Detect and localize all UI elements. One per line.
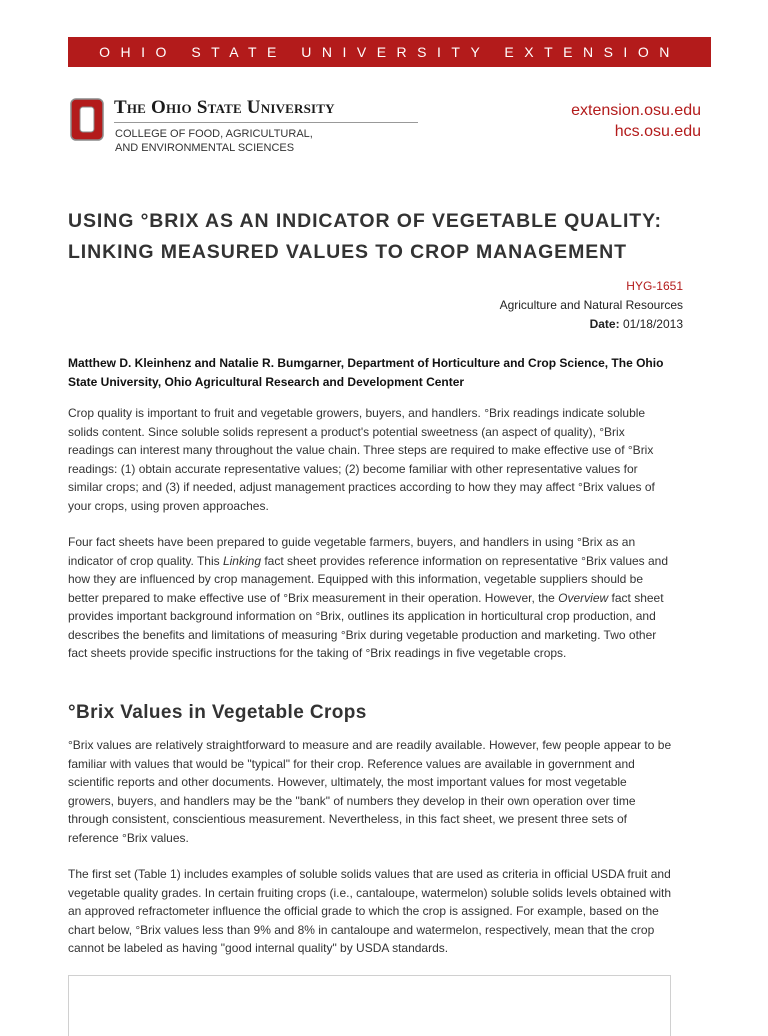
p2-part-a: Four fact sheets have been prepared to guide vegetable farmers, buyers, and handlers in using °Brix as an indicator of crop quality. This: [68, 535, 636, 568]
title-line-2: LINKING MEASURED VALUES TO CROP MANAGEMENT: [68, 241, 627, 263]
section-heading: °Brix Values in Vegetable Crops: [68, 702, 367, 723]
section-paragraph-2: The first set (Table 1) includes examples of soluble solids values that are used as criteria in official USDA fruit and vegetable quality grades. In certain fruiting crops (i.e., cantaloupe, watermelon) soluble solids levels obtained with an approved refractometer influence the official grade to which the crop is assigned. For example, based on the chart below, °Brix values less than 9% and 8% in cantaloupe and watermelon, respectively, mean that the crop cannot be labeled as having "good internal quality" by USDA standards.: [68, 867, 671, 955]
college-line-1: COLLEGE OF FOOD, AGRICULTURAL,: [115, 128, 313, 140]
college-name: [115, 127, 375, 155]
logo-divider: [114, 122, 418, 123]
date-value: 01/18/2013: [622, 317, 683, 331]
header-links: [571, 100, 701, 142]
author-line: Matthew D. Kleinhenz and Natalie R. Bumgarner, Department of Horticulture and Crop Science, The Ohio State University, Ohio Agricultural Research and Development Center: [68, 356, 664, 389]
category-label: Agriculture and Natural Resources: [499, 298, 683, 312]
document-meta: [500, 277, 683, 334]
intro-paragraph-1: Crop quality is important to fruit and vegetable growers, buyers, and handlers. °Brix readings indicate soluble solids content. Since soluble solids represent a product's potential sweetness (an aspect of quality), °Brix readings can interest many throughout the value chain. Three steps are required to make effective use of °Brix readings: (1) obtain accurate representative values; (2) become familiar with other representative values for similar crops; and (3) if needed, adjust management practices according to how they may affect °Brix values of your crops, using proven approaches.: [68, 406, 655, 513]
college-line-2: AND ENVIRONMENTAL SCIENCES: [115, 142, 295, 154]
banner-text: OHIO STATE UNIVERSITY EXTENSION: [99, 44, 680, 60]
fact-sheet-code: HYG-1651: [626, 279, 683, 293]
date-label: Date:: [589, 317, 620, 331]
p2-part-c: fact sheet provides important background information on °Brix, outlines its application in horticultural crop production, and describes the benefits and limitations of measuring °Brix during vegetable production and marketing. Two other fact sheets provide specific instructions for the taking of °Brix readings in five vegetable crops.: [68, 590, 664, 660]
extension-link[interactable]: extension.osu.edu: [571, 102, 701, 119]
date-line: [500, 315, 683, 334]
block-o-icon: [70, 98, 104, 141]
table-frame: [68, 975, 671, 1036]
p2-part-b: fact sheet provides reference information on representative °Brix values and how they are influenced by crop management. Equipped with this information, vegetable suppliers should be better prepared to make effective use of °Brix measurement in their operation. However, the: [68, 553, 669, 605]
extension-banner: [68, 37, 711, 67]
section-paragraph-1: °Brix values are relatively straightforward to measure and are readily available. However, few people appear to be familiar with values that would be "typical" for their crop. Reference values are available in government and scientific reports and other documents. However, ultimately, the most important values for most vegetable growers, buyers, and handlers may be the "bank" of numbers they develop in their own operation over time through consistent, conscientious measurement. Nevertheless, in this fact sheet, we present three sets of reference °Brix values.: [68, 738, 672, 845]
university-name: The Ohio State University: [114, 97, 335, 118]
title-line-1: USING °BRIX AS AN INDICATOR OF VEGETABLE QUALITY:: [68, 210, 662, 232]
intro-paragraph-2: [68, 533, 673, 663]
linking-emphasis: Linking: [222, 553, 261, 568]
hcs-link[interactable]: hcs.osu.edu: [614, 123, 701, 140]
overview-emphasis: Overview: [558, 590, 609, 605]
page-title: [68, 206, 708, 268]
